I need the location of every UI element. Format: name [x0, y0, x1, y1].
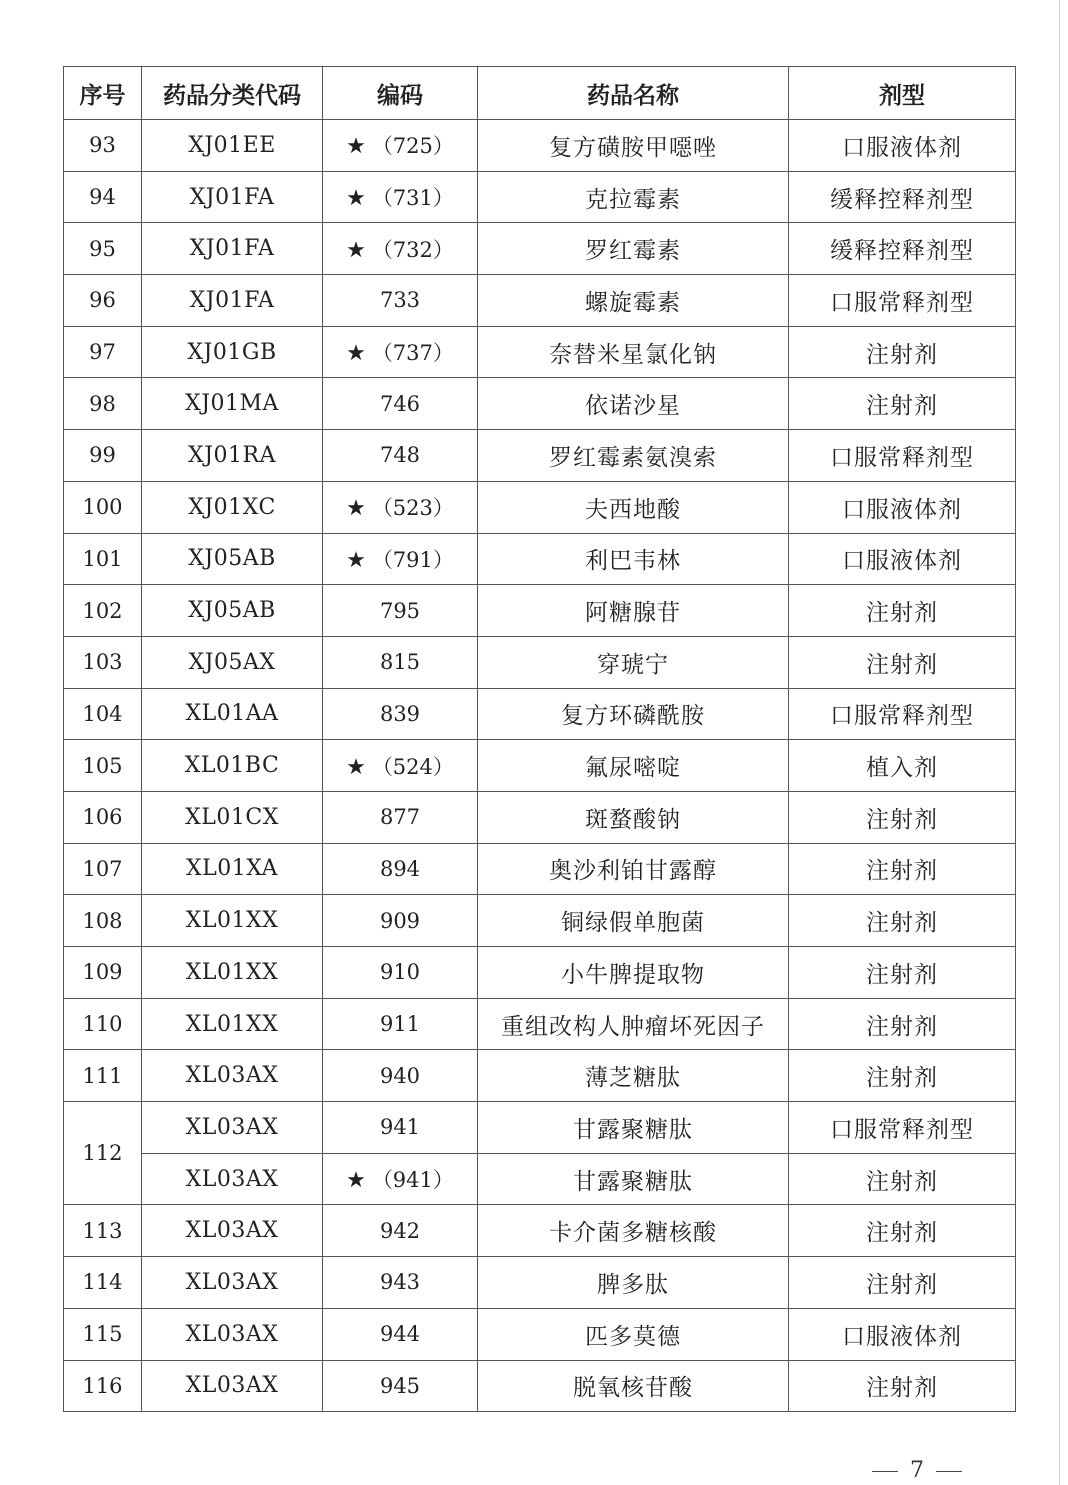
- cell-drug-name: 卡介菌多糖核酸: [478, 1205, 789, 1257]
- cell-seq: 106: [64, 791, 142, 843]
- code-value: 941: [379, 1115, 421, 1140]
- table-row: [64, 275, 1016, 327]
- cell-code: [323, 1257, 478, 1309]
- cell-seq: 107: [64, 843, 142, 895]
- cell-code: [323, 688, 478, 740]
- cell-dosage-form: 注射剂: [789, 1153, 1016, 1205]
- header-dosage-form: 剂型: [789, 67, 1016, 120]
- code-value: 909: [379, 908, 421, 933]
- cell-dosage-form: 口服常释剂型: [789, 1102, 1016, 1154]
- cell-dosage-form: 口服常释剂型: [789, 275, 1016, 327]
- cell-dosage-form: 注射剂: [789, 791, 1016, 843]
- table-row: [64, 533, 1016, 585]
- cell-seq: 96: [64, 275, 142, 327]
- table-row: [64, 1102, 1016, 1154]
- header-code: 编码: [323, 67, 478, 120]
- cell-seq: 109: [64, 947, 142, 999]
- cell-code: [323, 533, 478, 585]
- cell-dosage-form: 注射剂: [789, 947, 1016, 999]
- cell-category-code: XL01AA: [142, 688, 323, 740]
- cell-code: [323, 843, 478, 895]
- cell-drug-name: 脾多肽: [478, 1257, 789, 1309]
- cell-drug-name: 重组改构人肿瘤坏死因子: [478, 998, 789, 1050]
- table-row: [64, 1257, 1016, 1309]
- cell-seq: 95: [64, 223, 142, 275]
- drug-list-table: [63, 66, 1016, 1412]
- cell-category-code: XL01XX: [142, 895, 323, 947]
- code-value: 839: [379, 701, 421, 726]
- footer-dash-left: [872, 1471, 898, 1472]
- table-row: [64, 223, 1016, 275]
- cell-drug-name: 氟尿嘧啶: [478, 740, 789, 792]
- footer-dash-right: [936, 1471, 962, 1472]
- cell-drug-name: 罗红霉素: [478, 223, 789, 275]
- cell-dosage-form: 口服液体剂: [789, 481, 1016, 533]
- cell-seq: 94: [64, 171, 142, 223]
- star-icon: ★: [346, 134, 366, 160]
- cell-drug-name: 薄芝糖肽: [478, 1050, 789, 1102]
- cell-dosage-form: 植入剂: [789, 740, 1016, 792]
- cell-code: [323, 481, 478, 533]
- cell-category-code: XL01CX: [142, 791, 323, 843]
- cell-seq: 108: [64, 895, 142, 947]
- cell-category-code: XJ01RA: [142, 430, 323, 482]
- cell-dosage-form: 注射剂: [789, 1257, 1016, 1309]
- cell-seq: 93: [64, 120, 142, 172]
- code-value: 894: [379, 856, 421, 881]
- cell-code: [323, 998, 478, 1050]
- cell-seq: 105: [64, 740, 142, 792]
- code-value: 940: [379, 1063, 421, 1088]
- table-row: [64, 688, 1016, 740]
- table-row: [64, 740, 1016, 792]
- cell-code: [323, 1360, 478, 1412]
- table-row: [64, 1205, 1016, 1257]
- cell-seq: 97: [64, 326, 142, 378]
- cell-seq: 103: [64, 636, 142, 688]
- cell-dosage-form: 注射剂: [789, 1205, 1016, 1257]
- header-seq: 序号: [64, 67, 142, 120]
- code-value: 945: [379, 1373, 421, 1398]
- cell-dosage-form: 缓释控释剂型: [789, 171, 1016, 223]
- cell-dosage-form: 注射剂: [789, 585, 1016, 637]
- cell-drug-name: 螺旋霉素: [478, 275, 789, 327]
- cell-seq: 100: [64, 481, 142, 533]
- code-value: 943: [379, 1270, 421, 1295]
- cell-category-code: XJ01FA: [142, 275, 323, 327]
- cell-dosage-form: 口服液体剂: [789, 533, 1016, 585]
- cell-drug-name: 利巴韦林: [478, 533, 789, 585]
- cell-code: [323, 378, 478, 430]
- cell-code: [323, 430, 478, 482]
- table-row: [64, 326, 1016, 378]
- star-icon: ★: [346, 1168, 366, 1194]
- cell-drug-name: 依诺沙星: [478, 378, 789, 430]
- cell-drug-name: 阿糖腺苷: [478, 585, 789, 637]
- cell-category-code: XL03AX: [142, 1205, 323, 1257]
- code-value: （731）: [371, 186, 454, 211]
- cell-seq: 99: [64, 430, 142, 482]
- cell-code: [323, 947, 478, 999]
- code-value: （737）: [371, 341, 454, 366]
- table-body: [64, 120, 1016, 1412]
- code-value: 944: [379, 1322, 421, 1347]
- table-row: [64, 120, 1016, 172]
- code-value: （941）: [371, 1168, 454, 1193]
- cell-seq: 98: [64, 378, 142, 430]
- cell-code: [323, 1205, 478, 1257]
- cell-category-code: XJ01XC: [142, 481, 323, 533]
- code-value: 877: [379, 805, 421, 830]
- cell-dosage-form: 注射剂: [789, 895, 1016, 947]
- cell-seq: 113: [64, 1205, 142, 1257]
- page-footer: [860, 1458, 974, 1483]
- cell-code: [323, 791, 478, 843]
- cell-category-code: XJ01EE: [142, 120, 323, 172]
- table-row: [64, 1050, 1016, 1102]
- cell-dosage-form: 注射剂: [789, 636, 1016, 688]
- table-row: [64, 430, 1016, 482]
- cell-dosage-form: 口服液体剂: [789, 1308, 1016, 1360]
- code-value: （732）: [371, 237, 454, 262]
- cell-drug-name: 奈替米星氯化钠: [478, 326, 789, 378]
- cell-dosage-form: 注射剂: [789, 843, 1016, 895]
- cell-seq: 110: [64, 998, 142, 1050]
- cell-code: [323, 223, 478, 275]
- table-header-row: [64, 67, 1016, 120]
- cell-category-code: XJ01FA: [142, 223, 323, 275]
- cell-dosage-form: 口服常释剂型: [789, 430, 1016, 482]
- star-icon: ★: [346, 754, 366, 780]
- table-row: [64, 843, 1016, 895]
- cell-dosage-form: 口服常释剂型: [789, 688, 1016, 740]
- cell-seq: 102: [64, 585, 142, 637]
- cell-drug-name: 复方环磷酰胺: [478, 688, 789, 740]
- table-row: [64, 1153, 1016, 1205]
- cell-drug-name: 匹多莫德: [478, 1308, 789, 1360]
- table-row: [64, 998, 1016, 1050]
- page-number: 7: [910, 1458, 924, 1483]
- cell-dosage-form: 注射剂: [789, 998, 1016, 1050]
- cell-category-code: XL03AX: [142, 1257, 323, 1309]
- header-category-code: 药品分类代码: [142, 67, 323, 120]
- cell-dosage-form: 注射剂: [789, 1360, 1016, 1412]
- cell-category-code: XJ05AX: [142, 636, 323, 688]
- cell-category-code: XL03AX: [142, 1360, 323, 1412]
- table-row: [64, 636, 1016, 688]
- cell-category-code: XJ01MA: [142, 378, 323, 430]
- cell-category-code: XJ05AB: [142, 585, 323, 637]
- cell-seq: 115: [64, 1308, 142, 1360]
- code-value: 911: [379, 1012, 421, 1037]
- cell-code: [323, 1153, 478, 1205]
- cell-drug-name: 小牛脾提取物: [478, 947, 789, 999]
- cell-drug-name: 斑蝥酸钠: [478, 791, 789, 843]
- code-value: （725）: [371, 134, 454, 159]
- code-value: （524）: [371, 754, 454, 779]
- cell-code: [323, 120, 478, 172]
- cell-dosage-form: 口服液体剂: [789, 120, 1016, 172]
- star-icon: ★: [346, 547, 366, 573]
- cell-code: [323, 585, 478, 637]
- cell-drug-name: 穿琥宁: [478, 636, 789, 688]
- cell-category-code: XL01BC: [142, 740, 323, 792]
- cell-drug-name: 甘露聚糖肽: [478, 1102, 789, 1154]
- cell-dosage-form: 注射剂: [789, 378, 1016, 430]
- cell-drug-name: 铜绿假单胞菌: [478, 895, 789, 947]
- cell-code: [323, 171, 478, 223]
- code-value: 795: [379, 598, 421, 623]
- code-value: 748: [379, 443, 421, 468]
- cell-seq: 104: [64, 688, 142, 740]
- star-icon: ★: [346, 341, 366, 367]
- table-row: [64, 481, 1016, 533]
- cell-drug-name: 复方磺胺甲噁唑: [478, 120, 789, 172]
- cell-seq: 112: [64, 1102, 142, 1205]
- cell-seq: 116: [64, 1360, 142, 1412]
- table-row: [64, 171, 1016, 223]
- cell-seq: 111: [64, 1050, 142, 1102]
- star-icon: ★: [346, 496, 366, 522]
- code-value: 746: [379, 391, 421, 416]
- cell-drug-name: 奥沙利铂甘露醇: [478, 843, 789, 895]
- cell-code: [323, 1308, 478, 1360]
- page-edge-line: [1059, 0, 1060, 1485]
- table-row: [64, 585, 1016, 637]
- cell-category-code: XL03AX: [142, 1102, 323, 1154]
- cell-code: [323, 1050, 478, 1102]
- cell-category-code: XJ01GB: [142, 326, 323, 378]
- cell-code: [323, 895, 478, 947]
- cell-category-code: XJ01FA: [142, 171, 323, 223]
- code-value: （791）: [371, 547, 454, 572]
- cell-drug-name: 克拉霉素: [478, 171, 789, 223]
- cell-code: [323, 1102, 478, 1154]
- cell-code: [323, 636, 478, 688]
- table-row: [64, 1360, 1016, 1412]
- table-row: [64, 947, 1016, 999]
- code-value: 910: [379, 960, 421, 985]
- cell-category-code: XL01XX: [142, 947, 323, 999]
- star-icon: ★: [346, 237, 366, 263]
- cell-drug-name: 脱氧核苷酸: [478, 1360, 789, 1412]
- cell-seq: 101: [64, 533, 142, 585]
- cell-dosage-form: 注射剂: [789, 326, 1016, 378]
- header-drug-name: 药品名称: [478, 67, 789, 120]
- star-icon: ★: [346, 186, 366, 212]
- cell-category-code: XL01XA: [142, 843, 323, 895]
- cell-category-code: XL03AX: [142, 1050, 323, 1102]
- cell-category-code: XJ05AB: [142, 533, 323, 585]
- code-value: 815: [379, 650, 421, 675]
- cell-category-code: XL01XX: [142, 998, 323, 1050]
- cell-seq: 114: [64, 1257, 142, 1309]
- cell-category-code: XL03AX: [142, 1153, 323, 1205]
- code-value: （523）: [371, 496, 454, 521]
- cell-code: [323, 326, 478, 378]
- cell-dosage-form: 注射剂: [789, 1050, 1016, 1102]
- cell-category-code: XL03AX: [142, 1308, 323, 1360]
- code-value: 733: [379, 288, 421, 313]
- cell-code: [323, 740, 478, 792]
- cell-dosage-form: 缓释控释剂型: [789, 223, 1016, 275]
- cell-drug-name: 罗红霉素氨溴索: [478, 430, 789, 482]
- table-row: [64, 791, 1016, 843]
- table-row: [64, 1308, 1016, 1360]
- code-value: 942: [379, 1218, 421, 1243]
- table-row: [64, 378, 1016, 430]
- cell-code: [323, 275, 478, 327]
- cell-drug-name: 甘露聚糖肽: [478, 1153, 789, 1205]
- table-row: [64, 895, 1016, 947]
- cell-drug-name: 夫西地酸: [478, 481, 789, 533]
